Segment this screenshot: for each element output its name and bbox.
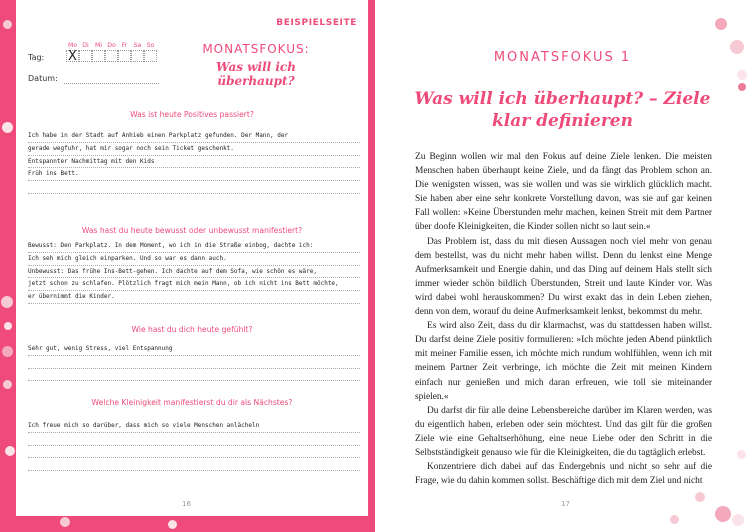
answer-lines — [28, 420, 360, 471]
answer-line[interactable]: Unbewusst: Das frühe Ins-Bett-gehen. Ich dachte auf dem Sofa, wie schön es wäre, — [28, 266, 360, 279]
confetti-dot — [738, 83, 746, 91]
confetti-dot — [695, 492, 705, 502]
weekday: Sa — [133, 42, 142, 49]
answer-line[interactable]: Früh ins Bett. — [28, 168, 360, 181]
question-manifested: Was hast du heute bewusst oder unbewusst manifestiert? — [81, 226, 303, 235]
answer-line[interactable]: Ich freue mich so darüber, dass mich so viele Menschen anlächeln — [28, 420, 360, 433]
answer-lines — [28, 240, 360, 304]
answer-line[interactable]: Ich habe in der Stadt auf Anhieb einen Parkplatz gefunden. Der Mann, der — [28, 130, 360, 143]
confetti-dot — [2, 122, 13, 133]
focus-subtitle: Was will ich überhaupt? — [216, 60, 296, 88]
answer-lines — [28, 343, 360, 381]
paragraph: Es wird also Zeit, dass du dir klarmachst, was du stattdessen haben willst. Du darfst deine Ziele positiv formulieren: »Ich möchte jeden Abend pünktlich mit meiner Familie essen, ich möchte mich rundum wohlfühlen, wenn ich mit meinem Partner Zeit verbringe, ich möchte die Zeit mit meinen Kindern einfach nur genießen und mich daran erfreuen, wie toll sie miteinander spielen.« — [415, 321, 712, 402]
paragraph: Zu Beginn wollen wir mal den Fokus auf deine Ziele lenken. Die meisten Menschen haben überhaupt keine Ziele, und da fängt das Problem schon an. Die wenigsten wissen, was sie wollen und was sie wirklich glücklich macht. Sie haben aber eine sehr konkrete Vorstellung davon, was sie auf gar keinen Fall wollen: »Keine Überstunden mehr machen, keinen Streit mit dem Partner über doofe Kleinigkeiten, die Kinder sollen nicht so laut sein.« — [415, 152, 712, 233]
answer-line[interactable]: jetzt schon zu schlafen. Plötzlich fragt mich mein Mann, ob ich nicht ins Bett möchte, — [28, 278, 360, 291]
weekday-checkbox[interactable] — [131, 50, 144, 62]
weekday: Di — [82, 42, 89, 49]
answer-line[interactable]: Entspannter Nachmittag mit den Kids — [28, 156, 360, 169]
weekday-checkbox[interactable] — [144, 50, 157, 62]
paragraph: Du darfst dir für alle deine Lebensbereiche darüber im Klaren werden, was du eigentlich haben, erleben oder sein möchtest. Und das gilt für die großen Ziele wie eine Gehaltserhöhung, eine neue Liebe oder den Schritt in die Selbstständigkeit genauso wie für die Kleinigkeiten, die du tagtäglich erlebst. — [415, 405, 712, 458]
weekday: Do — [107, 42, 116, 49]
weekday-checkbox[interactable]: X — [66, 50, 79, 62]
confetti-dot — [60, 517, 70, 527]
weekday-checkbox[interactable] — [105, 50, 118, 62]
right-page — [375, 0, 750, 532]
confetti-dot — [737, 450, 746, 459]
confetti-dot — [3, 20, 12, 29]
example-label: BEISPIELSEITE — [276, 18, 357, 28]
weekday: Mi — [94, 42, 103, 49]
confetti-dot — [715, 506, 731, 522]
answer-line[interactable]: er übernimmt die Kinder. — [28, 291, 360, 304]
paragraph: Konzentriere dich dabei auf das Endergebnis und nicht so sehr auf die Frage, wie du dahin kommen sollst. Beschäftige dich mit dem Ziel und nicht — [415, 462, 712, 487]
answer-line[interactable] — [28, 458, 360, 471]
question-feeling: Wie hast du dich heute gefühlt? — [131, 325, 253, 334]
confetti-dot — [732, 514, 744, 526]
confetti-dot — [3, 380, 12, 389]
confetti-dot — [737, 70, 747, 80]
date-label: Datum: — [28, 74, 58, 83]
weekday: Fr — [121, 42, 128, 49]
answer-line[interactable] — [28, 356, 360, 369]
weekday-checkbox[interactable] — [92, 50, 105, 62]
confetti-dot — [4, 322, 12, 330]
weekday-row — [66, 42, 157, 49]
confetti-dot — [2, 346, 13, 357]
answer-line[interactable]: Bewusst: Den Parkplatz. In dem Moment, wo ich in die Straße einbog, dachte ich: — [28, 240, 360, 253]
confetti-dot — [1, 296, 13, 308]
answer-lines — [28, 130, 360, 194]
date-field[interactable] — [64, 83, 159, 84]
body-text — [415, 150, 712, 488]
page-number-left: 16 — [182, 500, 191, 508]
weekday: So — [146, 42, 155, 49]
answer-line[interactable] — [28, 446, 360, 459]
answer-line[interactable] — [28, 433, 360, 446]
paragraph: Das Problem ist, dass du mit diesen Aussagen noch viel mehr von genau dem bestellst, was du nicht mehr haben willst. Denn du lenkst eine Menge Aufmerksamkeit und Energie dahin, und das Ding auf deinem Hals stellt sich immer wieder schön bildlich Überstunden, Streit und laute Kinder vor. Was wird dabei wohl herauskommen? Du wirst exakt das in dein Leben ziehen, denn von dem, worauf du deine Aufmerksamkeit lenkst, bekommst du mehr. — [415, 236, 712, 318]
chapter-title: MONATSFOKUS 1 — [493, 50, 632, 65]
answer-line[interactable]: Sehr gut, wenig Stress, viel Entspannung — [28, 343, 360, 356]
question-next: Welche Kleinigkeit manifestierst du dir als Nächstes? — [91, 398, 293, 407]
focus-title: MONATSFOKUS: — [202, 42, 310, 56]
answer-line[interactable] — [28, 181, 360, 194]
weekday-checkbox[interactable] — [118, 50, 131, 62]
answer-line[interactable]: gerade wegfuhr, hat mir sogar noch sein Ticket geschenkt. — [28, 143, 360, 156]
chapter-subtitle: Was will ich überhaupt? – Ziele klar definieren — [414, 89, 711, 131]
confetti-dot — [168, 520, 177, 529]
answer-line[interactable]: Ich seh mich gleich einparken. Und so war es dann auch. — [28, 253, 360, 266]
confetti-dot — [715, 18, 727, 30]
tag-label: Tag: — [28, 53, 45, 62]
question-positive: Was ist heute Positives passiert? — [130, 110, 254, 119]
weekday: Mo — [67, 42, 78, 49]
weekday-checkboxes — [66, 50, 157, 62]
confetti-dot — [5, 446, 15, 456]
confetti-dot — [670, 515, 679, 524]
answer-line[interactable] — [28, 369, 360, 382]
page-number-right: 17 — [561, 500, 570, 508]
weekday-checkbox[interactable] — [79, 50, 92, 62]
